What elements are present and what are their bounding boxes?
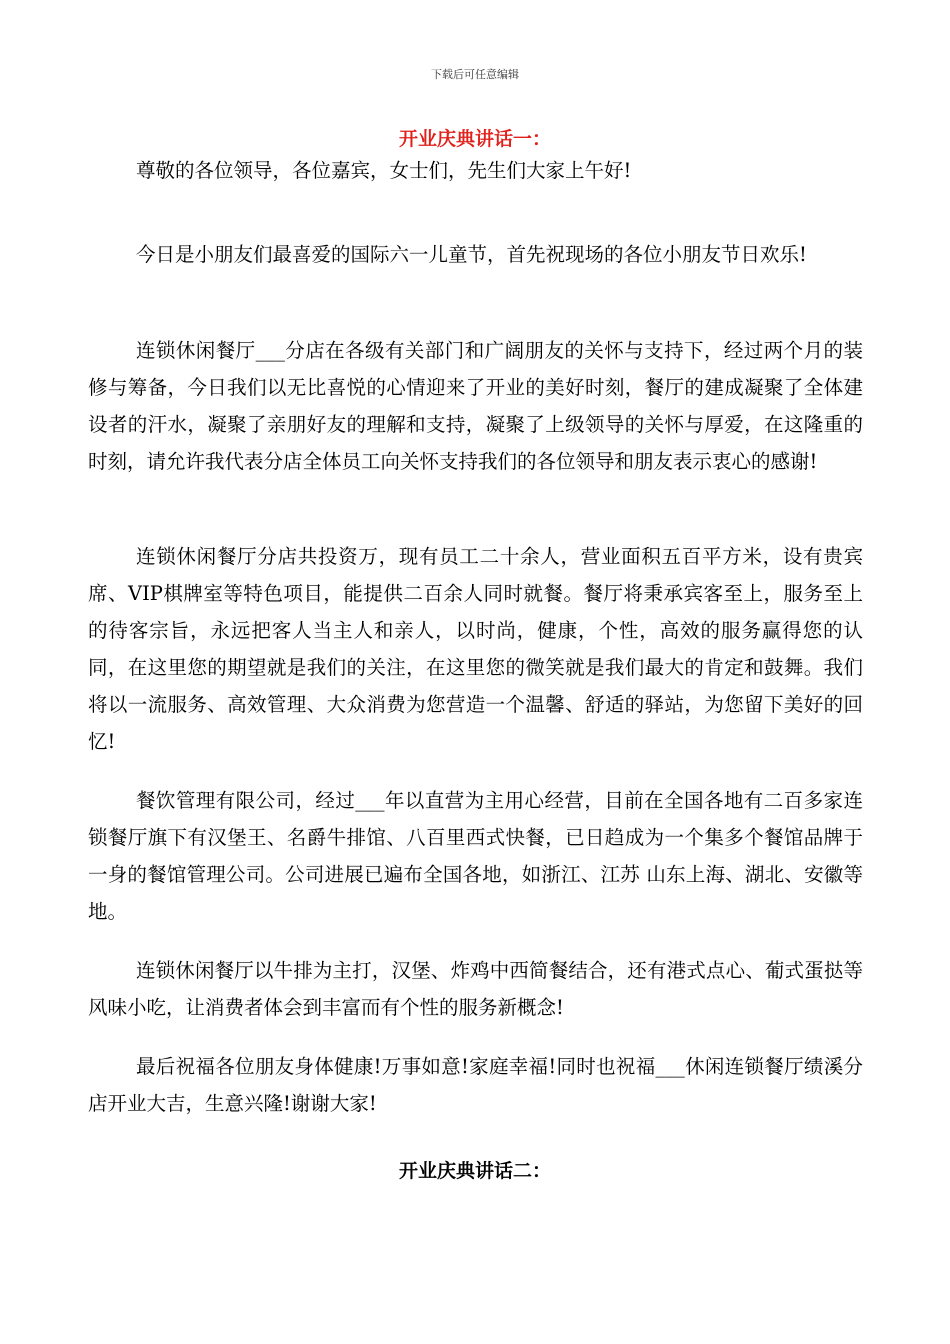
paragraph-opening-thanks: 连锁休闲餐厅___分店在各级有关部门和广阔朋友的关怀与支持下，经过两个月的装修与筹备，今日我们以无比喜悦的心情迎来了开业的美好时刻，餐厅的建成凝聚了全体建设者的汗水，凝聚了亲朋好友的理解和支持，凝聚了上级领导的关怀与厚爱，在这隆重的时刻，请允许我代表分店全体员工向关怀支持我们的各位领导和朋友表示衷心的感谢! (88, 339, 863, 473)
paragraph-company-intro: 餐饮管理有限公司，经过___年以直营为主用心经营，目前在全国各地有二百多家连锁餐厅旗下有汉堡王、名爵牛排馆、八百里西式快餐，已日趋成为一个集多个餐馆品牌于一身的餐馆管理公司。公司进展已遍布全国各地，如浙江、江苏 山东上海、湖北、安徽等地。 (88, 789, 863, 923)
paragraph-restaurant-intro: 连锁休闲餐厅分店共投资万，现有员工二十余人，营业面积五百平方米，设有贵宾席、VIP棋牌室等特色项目，能提供二百余人同时就餐。餐厅将秉承宾客至上，服务至上的待客宗旨，永远把客人当主人和亲人，以时尚，健康，个性，高效的服务赢得您的认同，在这里您的期望就是我们的关注，在这里您的微笑就是我们最大的肯定和鼓舞。我们将以一流服务、高效管理、大众消费为您营造一个温馨、舒适的驿站，为您留下美好的回忆! (88, 545, 863, 753)
paragraph-menu: 连锁休闲餐厅以牛排为主打，汉堡、炸鸡中西简餐结合，还有港式点心、葡式蛋挞等风味小吃，让消费者体会到丰富而有个性的服务新概念! (88, 959, 863, 1019)
heading-speech-two: 开业庆典讲话二： (398, 1160, 551, 1182)
heading-speech-one: 开业庆典讲话一： (398, 128, 551, 150)
paragraph-greeting: 尊敬的各位领导，各位嘉宾，女士们，先生们大家上午好! (136, 159, 632, 182)
paragraph-closing: 最后祝福各位朋友身体健康!万事如意!家庭幸福!同时也祝福___休闲连锁餐厅绩溪分店开业大吉，生意兴隆!谢谢大家! (88, 1055, 863, 1115)
header-note: 下载后可任意编辑 (431, 68, 519, 81)
paragraph-childrens-day: 今日是小朋友们最喜爱的国际六一儿童节，首先祝现场的各位小朋友节日欢乐! (136, 243, 807, 266)
